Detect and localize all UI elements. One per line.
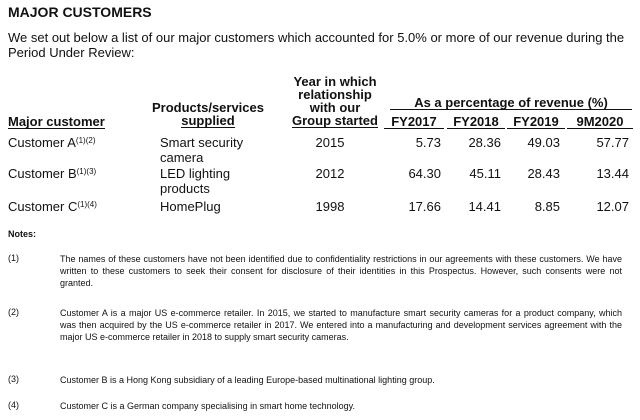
product-supplied (160, 166, 280, 196)
header-year-line1: Year in which (293, 74, 377, 89)
customer-name-text: Customer C (8, 199, 78, 214)
header-major-customer: Major customer (8, 114, 105, 129)
header-year-line3: with our (309, 100, 361, 115)
footnote-ref: (1)(3) (76, 167, 97, 176)
customer-name (8, 166, 96, 181)
product-line2: products (160, 181, 210, 196)
header-year-line4: Group started (292, 113, 378, 128)
value-fy2018: 14.41 (468, 199, 501, 214)
year-started: 1998 (315, 199, 345, 214)
note-text-2: Customer A is a major US e-commerce retailer. In 2015, we started to manufacture smart security cameras for a product company, which was then acquired by the US e-commerce retailer in 2017. We entered into a manufacturing and development services agreement with the major US e-commerce retailer in 2018 to supply smart security cameras. (60, 308, 622, 342)
note-number-2: (2) (8, 307, 19, 317)
customer-name-text: Customer B (8, 166, 77, 181)
header-year-line2: relationship (298, 87, 372, 102)
note-text-4: Customer C is a German company specialising in smart home technology. (60, 401, 355, 411)
year-started: 2012 (315, 166, 345, 181)
note-number-4: (4) (8, 400, 19, 410)
year-started: 2015 (315, 135, 345, 150)
value-fy2019: 8.85 (534, 199, 560, 214)
value-fy2018: 45.11 (469, 166, 501, 181)
header-products (148, 101, 268, 128)
value-fy2017: 5.73 (415, 135, 441, 150)
footnote-ref: (1)(2) (75, 136, 96, 145)
value-9m2020: 12.07 (596, 199, 629, 214)
header-9m2020: 9M2020 (567, 115, 633, 129)
section-title: MAJOR CUSTOMERS (8, 4, 152, 20)
header-products-line2: supplied (181, 113, 235, 128)
header-products-line1: Products/services (151, 100, 264, 115)
product-line1: HomePlug (160, 199, 221, 214)
footnote-ref: (1)(4) (77, 200, 97, 209)
product-line2: camera (160, 150, 204, 165)
product-supplied (160, 135, 280, 165)
intro-paragraph: We set out below a list of our major customers which accounted for 5.0% or more of our revenue during the Period Under Review: (8, 30, 625, 60)
header-percentage-group: As a percentage of revenue (%) (390, 96, 632, 110)
value-9m2020: 57.77 (596, 135, 629, 150)
product-line1: LED lighting (160, 166, 231, 181)
product-line1: Smart security (160, 135, 244, 150)
customer-name (8, 135, 95, 150)
value-fy2019: 28.43 (527, 166, 560, 181)
header-fy2018: FY2018 (447, 115, 505, 129)
note-text-1: The names of these customers have not been identified due to confidentiality restrictions in our agreements with these customers. We have written to these customers to seek their consent for disclosure of their identities in this Prospectus. However, such consents were not granted. (60, 254, 622, 288)
value-fy2017: 64.30 (408, 166, 441, 181)
value-9m2020: 13.44 (596, 166, 629, 181)
product-supplied (160, 199, 280, 214)
value-fy2017: 17.66 (408, 199, 441, 214)
header-fy2019: FY2019 (507, 115, 565, 129)
note-number-1: (1) (8, 253, 19, 263)
notes-label: Notes: (8, 229, 37, 239)
header-year-started (280, 75, 390, 128)
note-text-3: Customer B is a Hong Kong subsidiary of a leading Europe-based multinational lighting group. (60, 375, 435, 385)
customer-name-text: Customer A (8, 135, 76, 150)
header-fy2017: FY2017 (384, 115, 444, 129)
value-fy2019: 49.03 (527, 135, 560, 150)
note-number-3: (3) (8, 374, 19, 384)
value-fy2018: 28.36 (468, 135, 501, 150)
customer-name (8, 199, 97, 214)
